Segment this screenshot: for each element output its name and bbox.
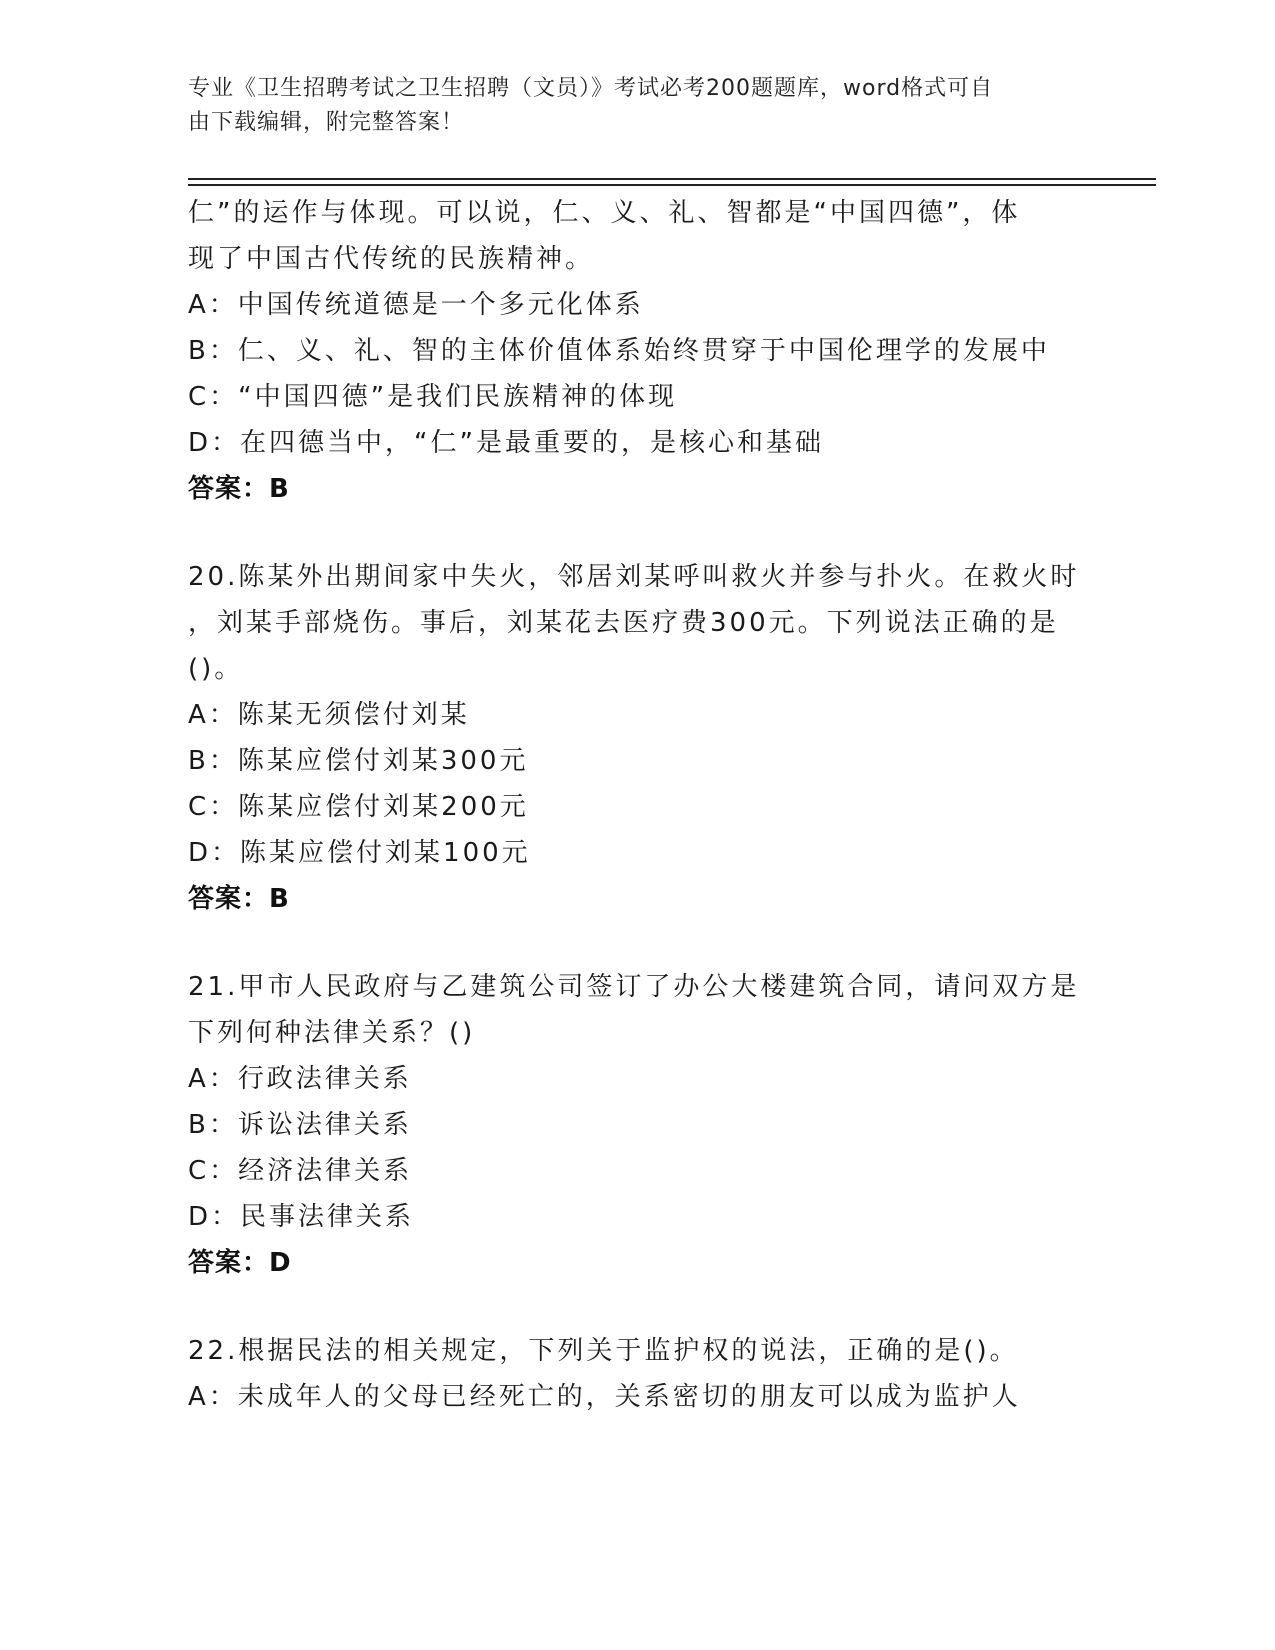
stem-line: 仁”的运作与体现。可以说，仁、义、礼、智都是“中国四德”，体 bbox=[188, 198, 1021, 228]
stem-line: 20.陈某外出期间家中失火，邻居刘某呼叫救火并参与扑火。在救火时 bbox=[188, 562, 1080, 592]
option-a: A：未成年人的父母已经死亡的，关系密切的朋友可以成为监护人 bbox=[188, 1382, 1021, 1412]
question-stem bbox=[188, 964, 1088, 1056]
document-header bbox=[188, 72, 1068, 140]
option-a: A：行政法律关系 bbox=[188, 1064, 412, 1094]
header-line-2: 由下载编辑，附完整答案！ bbox=[188, 110, 465, 135]
answer-text: 答案：B bbox=[188, 474, 290, 504]
question-stem bbox=[188, 190, 1088, 282]
header-line-1: 专业《卫生招聘考试之卫生招聘（文员）》考试必考200题题库，word格式可自 bbox=[188, 76, 994, 101]
option-a: A：陈某无须偿付刘某 bbox=[188, 700, 470, 730]
question-21 bbox=[188, 964, 1088, 1286]
answer-text: 答案：D bbox=[188, 1248, 292, 1278]
option-b: B：诉讼法律关系 bbox=[188, 1110, 412, 1140]
spacer bbox=[188, 512, 1088, 554]
option-b: B：陈某应偿付刘某300元 bbox=[188, 746, 529, 776]
option-c: C：陈某应偿付刘某200元 bbox=[188, 792, 529, 822]
option-d: D：民事法律关系 bbox=[188, 1202, 415, 1232]
spacer bbox=[188, 922, 1088, 964]
spacer bbox=[188, 1286, 1088, 1328]
option-d: D：陈某应偿付刘某100元 bbox=[188, 838, 531, 868]
question-19 bbox=[188, 190, 1088, 512]
stem-line: 22.根据民法的相关规定，下列关于监护权的说法，正确的是()。 bbox=[188, 1336, 1019, 1366]
stem-line: 21.甲市人民政府与乙建筑公司签订了办公大楼建筑合同，请问双方是 bbox=[188, 972, 1080, 1002]
option-c: C：经济法律关系 bbox=[188, 1156, 413, 1186]
header-rule-bottom bbox=[188, 184, 1156, 186]
option-d: D：在四德当中，“仁”是最重要的，是核心和基础 bbox=[188, 428, 824, 458]
stem-line: ，刘某手部烧伤。事后，刘某花去医疗费300元。下列说法正确的是 bbox=[188, 608, 1059, 638]
answer-text: 答案：B bbox=[188, 884, 290, 914]
option-b: B：仁、义、礼、智的主体价值体系始终贯穿于中国伦理学的发展中 bbox=[188, 336, 1050, 366]
stem-line: 下列何种法律关系？() bbox=[188, 1018, 476, 1048]
option-a: A：中国传统道德是一个多元化体系 bbox=[188, 290, 644, 320]
header-rule-top bbox=[188, 178, 1156, 180]
document-body bbox=[188, 190, 1088, 1420]
stem-line: 现了中国古代传统的民族精神。 bbox=[188, 244, 595, 274]
question-stem bbox=[188, 554, 1088, 692]
stem-line: ()。 bbox=[188, 654, 244, 684]
question-20 bbox=[188, 554, 1088, 922]
question-stem bbox=[188, 1328, 1088, 1374]
question-22 bbox=[188, 1328, 1088, 1420]
option-c: C：“中国四德”是我们民族精神的体现 bbox=[188, 382, 678, 412]
